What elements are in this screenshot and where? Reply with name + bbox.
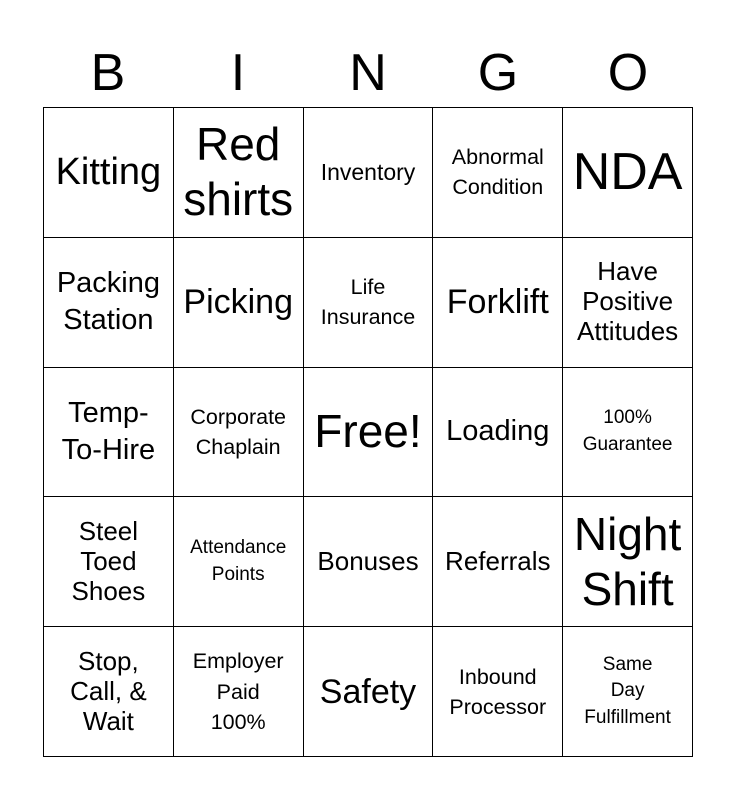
cell-label: Referrals [445, 545, 551, 576]
bingo-cell[interactable] [174, 627, 304, 757]
bingo-cell[interactable] [563, 368, 693, 498]
cell-label: Have Positive Attitudes [577, 256, 679, 347]
bingo-cell[interactable] [563, 108, 693, 238]
header-letter-n: N [349, 44, 387, 102]
header-letter-i: I [230, 44, 246, 102]
cell-label: Loading [446, 415, 550, 448]
bingo-cell[interactable] [304, 497, 434, 627]
cell-label: NDA [572, 142, 683, 201]
cell-label: Life Insurance [320, 275, 416, 330]
cell-label: Bonuses [317, 545, 419, 576]
bingo-cell[interactable] [563, 238, 693, 368]
cell-label: Safety [319, 672, 417, 711]
bingo-cell[interactable] [44, 497, 174, 627]
cell-label: Stop, Call, & Wait [70, 645, 147, 736]
bingo-cell[interactable] [433, 108, 563, 238]
cell-label: Red shirts [183, 118, 294, 226]
bingo-cell[interactable] [174, 108, 304, 238]
cell-label: Steel Toed Shoes [71, 515, 146, 606]
free-space[interactable] [304, 368, 434, 498]
bingo-cell[interactable] [174, 368, 304, 498]
bingo-cell[interactable] [563, 497, 693, 627]
bingo-cell[interactable] [44, 108, 174, 238]
bingo-cell[interactable] [44, 627, 174, 757]
bingo-board [43, 107, 693, 757]
cell-label: 100% Guarantee [582, 407, 673, 455]
bingo-cell[interactable] [304, 627, 434, 757]
cell-label: Picking [183, 283, 293, 322]
bingo-cell[interactable] [304, 238, 434, 368]
cell-label: Temp- To-Hire [61, 396, 156, 466]
bingo-cell[interactable] [44, 368, 174, 498]
cell-label: Attendance Points [190, 537, 287, 585]
bingo-cell[interactable] [174, 238, 304, 368]
bingo-cell[interactable] [433, 497, 563, 627]
cell-label: Corporate Chaplain [190, 404, 286, 459]
bingo-cell[interactable] [563, 627, 693, 757]
bingo-cell[interactable] [44, 238, 174, 368]
header-letter-g: G [477, 44, 519, 102]
cell-label: Packing Station [56, 267, 160, 337]
cell-label: Inbound Processor [449, 664, 547, 719]
bingo-cell[interactable] [433, 627, 563, 757]
cell-label: Night Shift [573, 507, 682, 615]
header-letter-b: B [90, 44, 126, 102]
header-letter-o: O [607, 44, 649, 102]
cell-label: Employer Paid 100% [192, 649, 284, 734]
cell-label: Kitting [55, 150, 162, 193]
bingo-cell[interactable] [433, 238, 563, 368]
cell-label: Free! [314, 405, 422, 458]
cell-label: Inventory [320, 159, 416, 186]
cell-label: Abnormal Condition [451, 145, 544, 200]
cell-label: Same Day Fulfillment [584, 653, 671, 728]
bingo-cell[interactable] [174, 497, 304, 627]
bingo-cell[interactable] [433, 368, 563, 498]
bingo-cell[interactable] [304, 108, 434, 238]
cell-label: Forklift [446, 283, 549, 322]
bingo-header [43, 40, 693, 106]
